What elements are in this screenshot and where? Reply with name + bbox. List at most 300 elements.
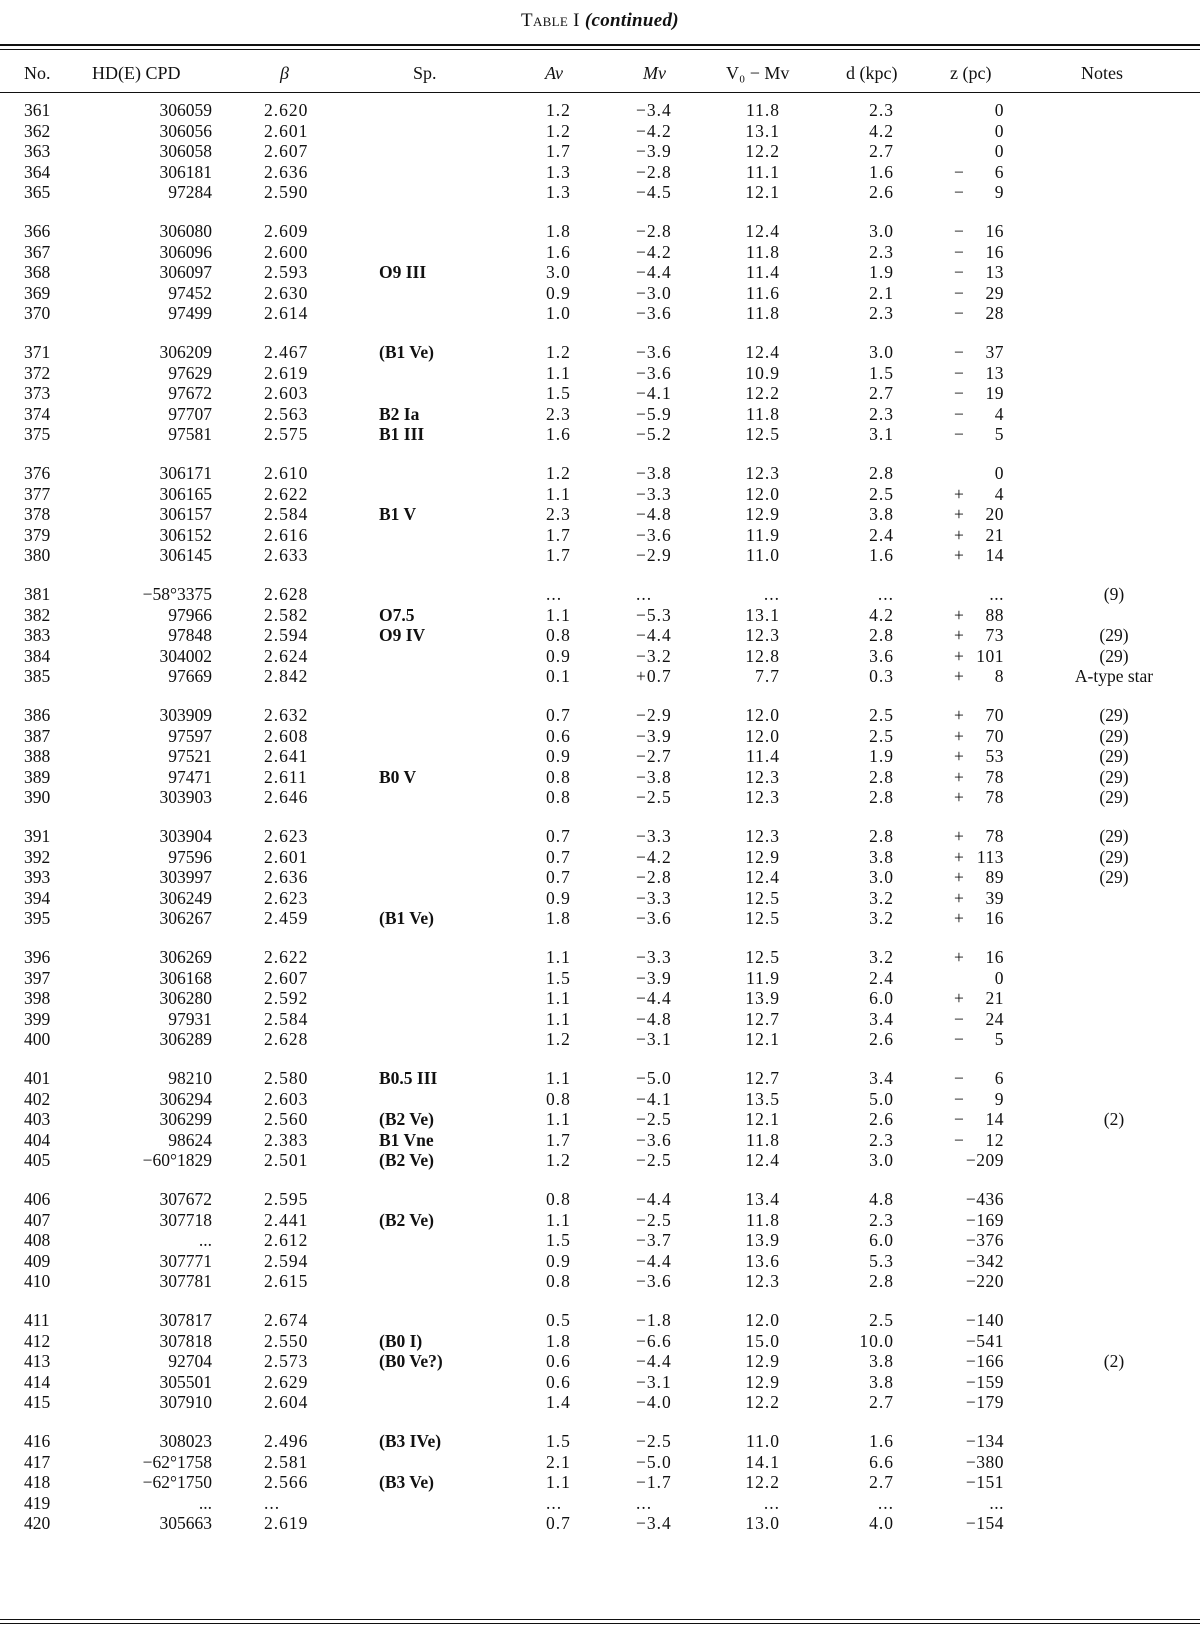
cell-beta: 2.623 xyxy=(264,887,309,908)
cell-distance-modulus: 12.7 xyxy=(745,1008,780,1029)
cell-distance-modulus: 12.9 xyxy=(745,1371,780,1392)
cell-av: 0.6 xyxy=(546,725,571,746)
cell-z-value: ... xyxy=(989,584,1004,604)
cell-beta: 2.594 xyxy=(264,1250,309,1271)
row-group xyxy=(0,463,1200,566)
cell-distance: 2.7 xyxy=(869,383,894,404)
cell-hd: 98624 xyxy=(168,1129,212,1150)
cell-distance: 3.2 xyxy=(869,908,894,929)
cell-hd: 306209 xyxy=(159,342,212,362)
cell-distance-modulus: 13.6 xyxy=(745,1250,780,1271)
cell-no: 384 xyxy=(24,645,51,666)
cell-beta: 2.641 xyxy=(264,746,309,767)
cell-distance: 4.0 xyxy=(869,1513,894,1534)
cell-beta: 2.563 xyxy=(264,403,309,424)
cell-no: 406 xyxy=(24,1189,51,1209)
cell-no: 388 xyxy=(24,746,51,767)
cell-mv: −3.1 xyxy=(636,1371,672,1392)
cell-beta: 2.573 xyxy=(264,1351,309,1372)
cell-notes: (29) xyxy=(1099,766,1129,787)
cell-av: 1.1 xyxy=(546,604,571,625)
cell-mv: −3.8 xyxy=(636,463,672,483)
cell-no: 366 xyxy=(24,221,51,241)
bottom-rule-2 xyxy=(0,1623,1200,1624)
cell-av: 1.1 xyxy=(546,1472,571,1493)
row-group xyxy=(0,1310,1200,1413)
table-row xyxy=(0,262,1200,283)
table-row xyxy=(0,625,1200,646)
table-row xyxy=(0,1068,1200,1089)
cell-mv: −3.4 xyxy=(636,100,672,120)
cell-mv: −3.3 xyxy=(636,947,672,967)
cell-mv: −3.9 xyxy=(636,725,672,746)
table-row xyxy=(0,424,1200,445)
cell-z-value: 5 xyxy=(994,1029,1004,1050)
cell-no: 392 xyxy=(24,846,51,867)
cell-beta: 2.630 xyxy=(264,282,309,303)
cell-z-value: 13 xyxy=(985,262,1004,283)
cell-notes: (29) xyxy=(1099,787,1129,808)
cell-distance-modulus: 12.3 xyxy=(745,766,780,787)
cell-beta: 2.628 xyxy=(264,584,309,604)
cell-z-value: 0 xyxy=(994,463,1004,483)
cell-no: 412 xyxy=(24,1330,51,1351)
cell-av: 0.8 xyxy=(546,625,571,646)
header-notes: Notes xyxy=(1081,63,1123,83)
table-row xyxy=(0,463,1200,484)
cell-distance-modulus: 12.9 xyxy=(745,1351,780,1372)
cell-no: 373 xyxy=(24,383,51,404)
cell-z-sign: + xyxy=(954,988,964,1009)
cell-av: 1.1 xyxy=(546,1068,571,1088)
cell-av: 1.5 xyxy=(546,967,571,988)
cell-spectral-type: (B3 Ve) xyxy=(379,1472,434,1493)
cell-av: 0.9 xyxy=(546,746,571,767)
cell-no: 413 xyxy=(24,1351,51,1372)
cell-distance-modulus: 11.4 xyxy=(746,262,780,283)
cell-distance: 4.2 xyxy=(869,604,894,625)
cell-hd: 306280 xyxy=(159,988,212,1009)
cell-distance-modulus: 11.0 xyxy=(746,545,780,566)
table-row xyxy=(0,1331,1200,1352)
cell-z-sign: + xyxy=(954,625,964,646)
cell-spectral-type: (B1 Ve) xyxy=(379,908,434,929)
table-label: Table I xyxy=(521,10,580,31)
row-group xyxy=(0,221,1200,324)
cell-z-value: −151 xyxy=(965,1472,1004,1493)
cell-beta: 2.629 xyxy=(264,1371,309,1392)
cell-beta: 2.582 xyxy=(264,604,309,625)
cell-z-value: 16 xyxy=(985,908,1004,929)
cell-no: 417 xyxy=(24,1451,51,1472)
cell-no: 399 xyxy=(24,1008,51,1029)
cell-distance: 4.8 xyxy=(869,1189,894,1209)
table-row xyxy=(0,1251,1200,1272)
cell-z-value: 13 xyxy=(985,362,1004,383)
cell-beta: 2.560 xyxy=(264,1109,309,1130)
table-row xyxy=(0,988,1200,1009)
cell-av: 3.0 xyxy=(546,262,571,283)
table-row xyxy=(0,342,1200,363)
cell-hd: 306056 xyxy=(159,120,212,141)
header-mv: Mv xyxy=(643,63,666,83)
table-row xyxy=(0,1130,1200,1151)
cell-distance-modulus: 12.5 xyxy=(745,908,780,929)
cell-z-value: −166 xyxy=(965,1351,1004,1372)
cell-z-value: 14 xyxy=(985,1109,1004,1130)
table-continued-label: (continued) xyxy=(584,10,679,31)
cell-no: 396 xyxy=(24,947,51,967)
cell-av: 1.2 xyxy=(546,1150,571,1171)
cell-hd: 306152 xyxy=(159,524,212,545)
cell-distance-modulus: 7.7 xyxy=(755,666,780,687)
cell-mv: −4.1 xyxy=(636,383,672,404)
cell-distance: 2.8 xyxy=(869,463,894,483)
cell-beta: 2.636 xyxy=(264,867,309,888)
cell-spectral-type: O9 III xyxy=(379,262,427,283)
cell-z-sign: + xyxy=(954,787,964,808)
cell-distance: 2.5 xyxy=(869,705,894,725)
cell-z-value: 0 xyxy=(994,141,1004,162)
cell-mv: −2.7 xyxy=(636,746,672,767)
cell-z-value: 78 xyxy=(985,787,1004,808)
cell-mv: ... xyxy=(636,1492,653,1513)
cell-z-sign: − xyxy=(954,303,964,324)
cell-distance-modulus: 12.3 xyxy=(745,463,780,483)
cell-distance: 2.5 xyxy=(869,725,894,746)
cell-beta: 2.622 xyxy=(264,483,309,504)
cell-no: 378 xyxy=(24,504,51,525)
table-row xyxy=(0,908,1200,929)
cell-z-value: 16 xyxy=(985,221,1004,241)
cell-z-value: 78 xyxy=(985,766,1004,787)
cell-mv: −1.7 xyxy=(636,1472,672,1493)
cell-z-value: 28 xyxy=(985,303,1004,324)
cell-z-sign: − xyxy=(954,161,964,182)
cell-z-value: −436 xyxy=(965,1189,1004,1209)
cell-av: 0.8 xyxy=(546,1271,571,1292)
cell-mv: +0.7 xyxy=(636,666,672,687)
cell-hd: 97596 xyxy=(168,846,212,867)
cell-mv: −1.8 xyxy=(636,1310,672,1330)
cell-spectral-type: (B0 I) xyxy=(379,1330,423,1351)
cell-no: 411 xyxy=(24,1310,50,1330)
cell-z-value: −140 xyxy=(965,1310,1004,1330)
cell-mv: −4.0 xyxy=(636,1392,672,1413)
cell-spectral-type: O7.5 xyxy=(379,604,415,625)
cell-z-value: 4 xyxy=(994,483,1004,504)
cell-distance: 2.8 xyxy=(869,787,894,808)
cell-distance: 2.7 xyxy=(869,1472,894,1493)
cell-hd: 92704 xyxy=(168,1351,212,1372)
cell-z-sign: − xyxy=(954,362,964,383)
cell-distance: 2.8 xyxy=(869,625,894,646)
cell-distance: 3.8 xyxy=(869,1371,894,1392)
cell-mv: −3.9 xyxy=(636,967,672,988)
cell-notes: (29) xyxy=(1099,826,1129,846)
cell-hd: 306165 xyxy=(159,483,212,504)
cell-distance-modulus: 12.5 xyxy=(745,424,780,445)
row-group xyxy=(0,1189,1200,1292)
cell-z-value: 6 xyxy=(994,1068,1004,1088)
cell-beta: 2.614 xyxy=(264,303,309,324)
cell-notes: (29) xyxy=(1099,645,1129,666)
cell-z-sign: + xyxy=(954,766,964,787)
cell-no: 391 xyxy=(24,826,51,846)
cell-z-value: 9 xyxy=(994,182,1004,203)
cell-hd: 97672 xyxy=(168,383,212,404)
cell-distance: 0.3 xyxy=(869,666,894,687)
cell-z-sign: + xyxy=(954,545,964,566)
cell-hd: 97452 xyxy=(168,282,212,303)
cell-no: 381 xyxy=(24,584,51,604)
cell-av: 1.1 xyxy=(546,1008,571,1029)
cell-hd: 306157 xyxy=(159,504,212,525)
cell-distance-modulus: 13.9 xyxy=(745,988,780,1009)
cell-hd: 306267 xyxy=(159,908,212,929)
cell-av: 1.8 xyxy=(546,221,571,241)
cell-av: 0.7 xyxy=(546,705,571,725)
cell-av: 1.6 xyxy=(546,241,571,262)
cell-z-value: 12 xyxy=(985,1129,1004,1150)
cell-beta: 2.624 xyxy=(264,645,309,666)
cell-no: 389 xyxy=(24,766,51,787)
cell-no: 365 xyxy=(24,182,51,203)
cell-mv: −4.4 xyxy=(636,1250,672,1271)
cell-z-sign: − xyxy=(954,241,964,262)
cell-no: 362 xyxy=(24,120,51,141)
cell-av: 0.9 xyxy=(546,645,571,666)
cell-av: 1.3 xyxy=(546,182,571,203)
table-row xyxy=(0,1210,1200,1231)
cell-distance-modulus: ... xyxy=(763,1492,780,1513)
cell-no: 400 xyxy=(24,1029,51,1050)
cell-z-sign: + xyxy=(954,725,964,746)
table-row xyxy=(0,1493,1200,1514)
cell-hd: 97629 xyxy=(168,362,212,383)
cell-mv: −4.4 xyxy=(636,625,672,646)
cell-spectral-type: (B0 Ve?) xyxy=(379,1351,443,1372)
cell-spectral-type: (B1 Ve) xyxy=(379,342,434,362)
cell-beta: 2.607 xyxy=(264,967,309,988)
cell-hd: 307781 xyxy=(159,1271,212,1292)
cell-hd: 303997 xyxy=(159,867,212,888)
cell-no: 377 xyxy=(24,483,51,504)
cell-z-value: 39 xyxy=(985,887,1004,908)
table-row xyxy=(0,162,1200,183)
cell-av: 0.7 xyxy=(546,1513,571,1534)
cell-distance: 3.0 xyxy=(869,1150,894,1171)
header-av: Av xyxy=(545,63,563,83)
cell-beta: 2.612 xyxy=(264,1230,309,1251)
cell-no: 367 xyxy=(24,241,51,262)
cell-mv: −4.2 xyxy=(636,241,672,262)
cell-mv: −3.0 xyxy=(636,282,672,303)
cell-distance-modulus: 11.8 xyxy=(746,1129,780,1150)
cell-distance: 2.3 xyxy=(869,1209,894,1230)
cell-av: 1.1 xyxy=(546,362,571,383)
header-hd: HD(E) CPD xyxy=(92,63,181,83)
cell-beta: ... xyxy=(264,1492,281,1513)
cell-no: 415 xyxy=(24,1392,51,1413)
cell-hd: 308023 xyxy=(159,1431,212,1451)
cell-av: 0.1 xyxy=(546,666,571,687)
cell-distance: 3.1 xyxy=(869,424,894,445)
cell-av: 0.7 xyxy=(546,846,571,867)
cell-distance: 2.8 xyxy=(869,766,894,787)
cell-no: 408 xyxy=(24,1230,51,1251)
cell-hd: 307818 xyxy=(159,1330,212,1351)
cell-mv: −2.5 xyxy=(636,1109,672,1130)
cell-distance: 1.9 xyxy=(869,262,894,283)
cell-beta: 2.593 xyxy=(264,262,309,283)
cell-z-value: −169 xyxy=(965,1209,1004,1230)
cell-distance: 5.0 xyxy=(869,1088,894,1109)
cell-beta: 2.441 xyxy=(264,1209,309,1230)
cell-beta: 2.501 xyxy=(264,1150,309,1171)
cell-no: 393 xyxy=(24,867,51,888)
table-row xyxy=(0,1150,1200,1171)
cell-hd: 303903 xyxy=(159,787,212,808)
table-row xyxy=(0,283,1200,304)
cell-distance-modulus: 11.8 xyxy=(746,403,780,424)
cell-mv: −5.9 xyxy=(636,403,672,424)
table-row xyxy=(0,363,1200,384)
cell-distance-modulus: 11.1 xyxy=(746,161,780,182)
cell-distance: 6.0 xyxy=(869,988,894,1009)
cell-distance: 5.3 xyxy=(869,1250,894,1271)
cell-mv: −5.3 xyxy=(636,604,672,625)
cell-beta: 2.459 xyxy=(264,908,309,929)
cell-z-value: 53 xyxy=(985,746,1004,767)
cell-z-value: 0 xyxy=(994,120,1004,141)
cell-no: 376 xyxy=(24,463,51,483)
cell-spectral-type: B1 III xyxy=(379,424,425,445)
cell-no: 369 xyxy=(24,282,51,303)
cell-distance: 3.4 xyxy=(869,1008,894,1029)
cell-z-sign: + xyxy=(954,887,964,908)
cell-z-value: 16 xyxy=(985,947,1004,967)
cell-beta: 2.601 xyxy=(264,120,309,141)
cell-no: 416 xyxy=(24,1431,51,1451)
cell-av: 1.2 xyxy=(546,120,571,141)
cell-z-sign: − xyxy=(954,1008,964,1029)
cell-hd: 98210 xyxy=(168,1068,212,1088)
table-row xyxy=(0,121,1200,142)
cell-distance-modulus: 11.8 xyxy=(746,303,780,324)
cell-beta: 2.619 xyxy=(264,1513,309,1534)
table-row xyxy=(0,787,1200,808)
cell-hd: 307672 xyxy=(159,1189,212,1209)
cell-hd: −58°3375 xyxy=(142,584,212,604)
cell-av: 0.5 xyxy=(546,1310,571,1330)
top-double-rule-1 xyxy=(0,44,1200,46)
cell-z-value: 37 xyxy=(985,342,1004,362)
cell-no: 394 xyxy=(24,887,51,908)
table-row xyxy=(0,1271,1200,1292)
cell-z-sign: − xyxy=(954,182,964,203)
cell-av: 0.6 xyxy=(546,1371,571,1392)
cell-distance: 2.3 xyxy=(869,1129,894,1150)
table-row xyxy=(0,1472,1200,1493)
cell-hd: −62°1758 xyxy=(142,1451,212,1472)
cell-distance-modulus: 10.9 xyxy=(745,362,780,383)
cell-hd: 307910 xyxy=(159,1392,212,1413)
cell-z-sign: − xyxy=(954,1029,964,1050)
cell-z-value: 78 xyxy=(985,826,1004,846)
cell-distance: 2.3 xyxy=(869,403,894,424)
cell-no: 402 xyxy=(24,1088,51,1109)
cell-no: 385 xyxy=(24,666,51,687)
cell-av: 2.3 xyxy=(546,504,571,525)
cell-av: 1.1 xyxy=(546,483,571,504)
cell-z-sign: − xyxy=(954,424,964,445)
cell-z-value: 29 xyxy=(985,282,1004,303)
cell-hd: 306059 xyxy=(159,100,212,120)
cell-z-sign: + xyxy=(954,746,964,767)
table-row xyxy=(0,584,1200,605)
cell-av: 0.8 xyxy=(546,766,571,787)
cell-distance: 2.1 xyxy=(869,282,894,303)
cell-z-sign: + xyxy=(954,645,964,666)
cell-beta: 2.604 xyxy=(264,1392,309,1413)
cell-mv: −3.7 xyxy=(636,1230,672,1251)
cell-z-value: 0 xyxy=(994,100,1004,120)
cell-distance-modulus: 12.4 xyxy=(745,342,780,362)
table-row xyxy=(0,947,1200,968)
cell-hd: 303904 xyxy=(159,826,212,846)
cell-z-value: −134 xyxy=(965,1431,1004,1451)
cell-no: 409 xyxy=(24,1250,51,1271)
cell-av: 1.5 xyxy=(546,1431,571,1451)
table-row xyxy=(0,646,1200,667)
table-row xyxy=(0,767,1200,788)
cell-hd: 306249 xyxy=(159,887,212,908)
table-row xyxy=(0,968,1200,989)
row-group xyxy=(0,100,1200,203)
cell-distance-modulus: 12.4 xyxy=(745,1150,780,1171)
cell-z-sign: − xyxy=(954,342,964,362)
header-beta: β xyxy=(280,63,289,83)
cell-hd: 305663 xyxy=(159,1513,212,1534)
table-row xyxy=(0,303,1200,324)
cell-z-value: 20 xyxy=(985,504,1004,525)
cell-spectral-type: B1 Vne xyxy=(379,1129,434,1150)
cell-distance: 2.4 xyxy=(869,524,894,545)
cell-hd: −60°1829 xyxy=(142,1150,212,1171)
cell-z-sign: − xyxy=(954,1068,964,1088)
cell-distance-modulus: 12.4 xyxy=(745,867,780,888)
table-row xyxy=(0,867,1200,888)
cell-z-value: 8 xyxy=(994,666,1004,687)
cell-notes: (2) xyxy=(1103,1351,1125,1372)
cell-distance-modulus: 11.4 xyxy=(746,746,780,767)
cell-z-sign: + xyxy=(954,846,964,867)
table-row xyxy=(0,404,1200,425)
cell-beta: 2.600 xyxy=(264,241,309,262)
cell-distance: 2.8 xyxy=(869,1271,894,1292)
cell-notes: (29) xyxy=(1099,846,1129,867)
table-row xyxy=(0,1109,1200,1130)
cell-distance-modulus: 12.1 xyxy=(745,1029,780,1050)
cell-distance-modulus: 12.1 xyxy=(745,182,780,203)
cell-av: ... xyxy=(546,1492,563,1513)
table-row xyxy=(0,504,1200,525)
cell-av: ... xyxy=(546,584,563,604)
cell-beta: 2.609 xyxy=(264,221,309,241)
cell-distance-modulus: 12.7 xyxy=(745,1068,780,1088)
cell-distance: 1.6 xyxy=(869,545,894,566)
